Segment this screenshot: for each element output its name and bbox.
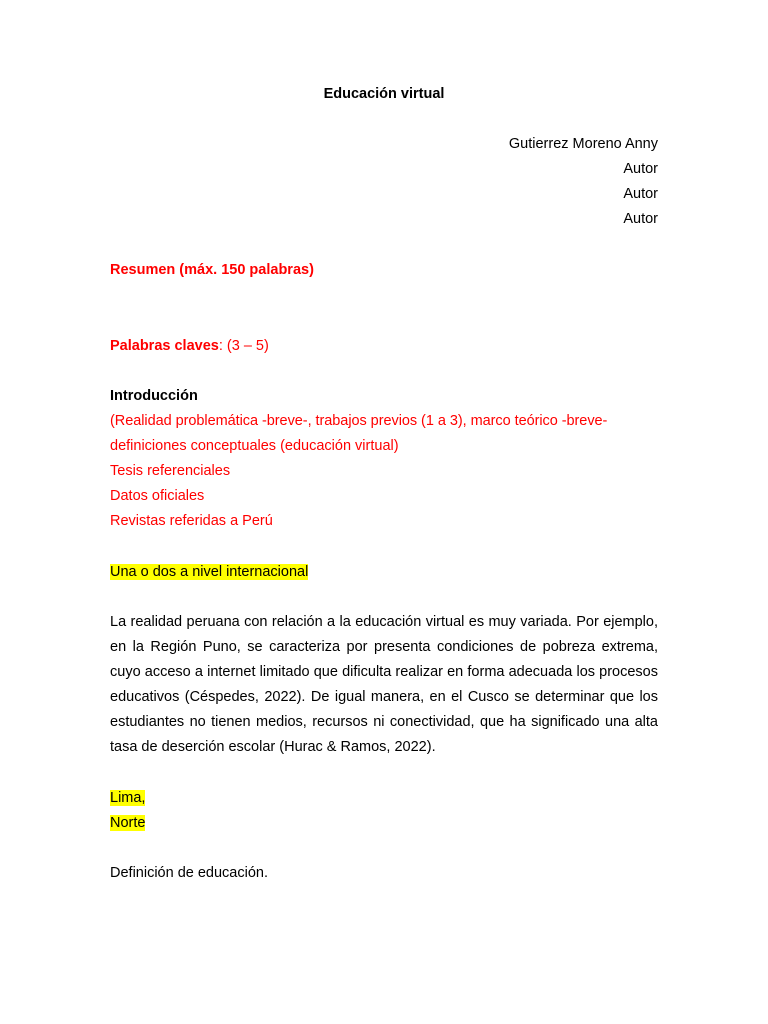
region-norte: Norte bbox=[110, 815, 146, 831]
guideline-line: (Realidad problemática -breve-, trabajos previos (1 a 3), marco teórico -breve- bbox=[110, 413, 608, 429]
keywords-value: : (3 – 5) bbox=[218, 338, 269, 354]
definition-line: Definición de educación. bbox=[110, 865, 268, 881]
abstract-heading: Resumen (máx. 150 palabras) bbox=[110, 262, 314, 278]
author-line: Autor bbox=[623, 211, 658, 227]
guideline-line: definiciones conceptuales (educación virtual) bbox=[110, 438, 399, 454]
guideline-line: Revistas referidas a Perú bbox=[110, 513, 273, 529]
document-title: Educación virtual bbox=[323, 86, 445, 102]
guideline-line: Tesis referenciales bbox=[110, 463, 231, 479]
guideline-line: Datos oficiales bbox=[110, 488, 205, 504]
international-note: Una o dos a nivel internacional bbox=[110, 564, 309, 580]
region-line bbox=[110, 811, 658, 836]
author-line: Autor bbox=[623, 161, 658, 177]
keywords-label: Palabras claves bbox=[110, 338, 219, 354]
introduction-heading: Introducción bbox=[110, 388, 198, 404]
body-paragraph: La realidad peruana con relación a la educación virtual es muy variada. Por ejemplo, en la Región Puno, se caracteriza por presenta condiciones de pobreza extrema, cuyo acceso a internet limitado que dificulta realizar en forma adecuada los procesos educativos (Céspedes, 2022). De igual manera, en el Cusco se determinar que los estudiantes no tienen medios, recursos ni conectividad, que ha significado una alta tasa de deserción escolar (Hurac & Ramos, 2022). bbox=[110, 614, 658, 756]
international-note-line bbox=[110, 560, 658, 585]
author-line: Gutierrez Moreno Anny bbox=[508, 136, 658, 152]
region-line bbox=[110, 786, 658, 811]
keywords-line bbox=[110, 334, 658, 359]
region-lima: Lima, bbox=[110, 790, 146, 806]
author-line: Autor bbox=[623, 186, 658, 202]
